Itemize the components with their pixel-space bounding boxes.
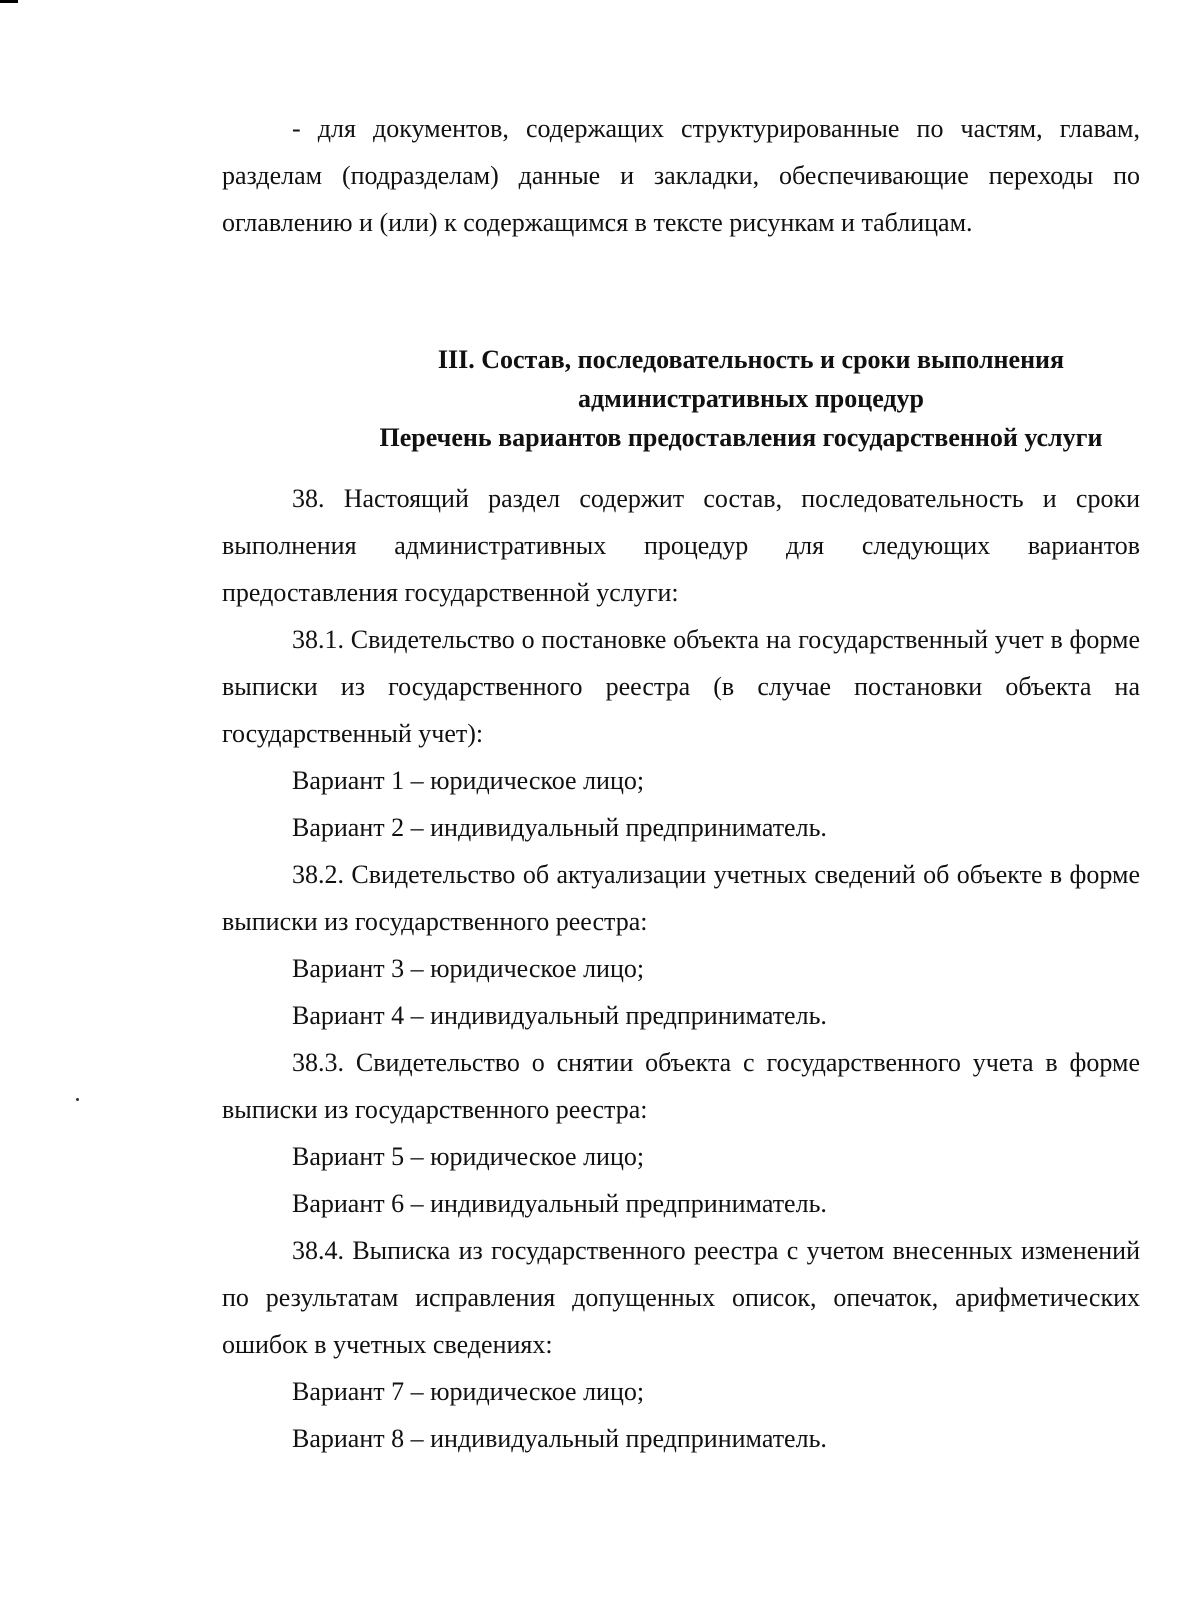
scan-corner-mark bbox=[0, 0, 18, 3]
variant-5: Вариант 5 – юридическое лицо; bbox=[292, 1142, 645, 1171]
variant-3: Вариант 3 – юридическое лицо; bbox=[292, 954, 645, 983]
variant-6: Вариант 6 – индивидуальный предприниматель. bbox=[292, 1189, 827, 1218]
paragraph-38-2: 38.2. Свидетельство об актуализации учетных сведений об объекте в форме выписки из государственного реестра: bbox=[222, 860, 1140, 936]
section-heading-line1: III. Состав, последовательность и сроки выполнения bbox=[437, 345, 1065, 374]
variant-2: Вариант 2 – индивидуальный предприниматель. bbox=[292, 813, 827, 842]
paragraph-38-3: 38.3. Свидетельство о снятии объекта с государственного учета в форме выписки из государственного реестра: bbox=[222, 1048, 1140, 1124]
variant-1: Вариант 1 – юридическое лицо; bbox=[292, 766, 645, 795]
intro-block bbox=[222, 105, 1140, 246]
variant-4: Вариант 4 – индивидуальный предприниматель. bbox=[292, 1001, 827, 1030]
scan-speck bbox=[76, 1098, 79, 1101]
intro-paragraph: - для документов, содержащих структурированные по частям, главам, разделам (подразделам) данные и закладки, обеспечивающие переходы по оглавлению и (или) к содержащимся в тексте рисункам и таблицам. bbox=[222, 114, 1140, 237]
section-heading-line3: Перечень вариантов предоставления государственной услуги bbox=[379, 423, 1103, 452]
paragraph-38: 38. Настоящий раздел содержит состав, последовательность и сроки выполнения административных процедур для следующих вариантов предоставления государственной услуги: bbox=[222, 484, 1140, 607]
section-heading bbox=[222, 340, 1140, 457]
variant-7: Вариант 7 – юридическое лицо; bbox=[292, 1377, 645, 1406]
paragraph-38-4: 38.4. Выписка из государственного реестра с учетом внесенных изменений по результатам исправления допущенных описок, опечаток, арифметических ошибок в учетных сведениях: bbox=[222, 1236, 1140, 1359]
paragraph-38-1: 38.1. Свидетельство о постановке объекта на государственный учет в форме выписки из государственного реестра (в случае постановки объекта на государственный учет): bbox=[222, 625, 1140, 748]
variant-8: Вариант 8 – индивидуальный предприниматель. bbox=[292, 1424, 827, 1453]
body-block bbox=[222, 475, 1140, 1462]
section-heading-line2: административных процедур bbox=[577, 384, 925, 413]
